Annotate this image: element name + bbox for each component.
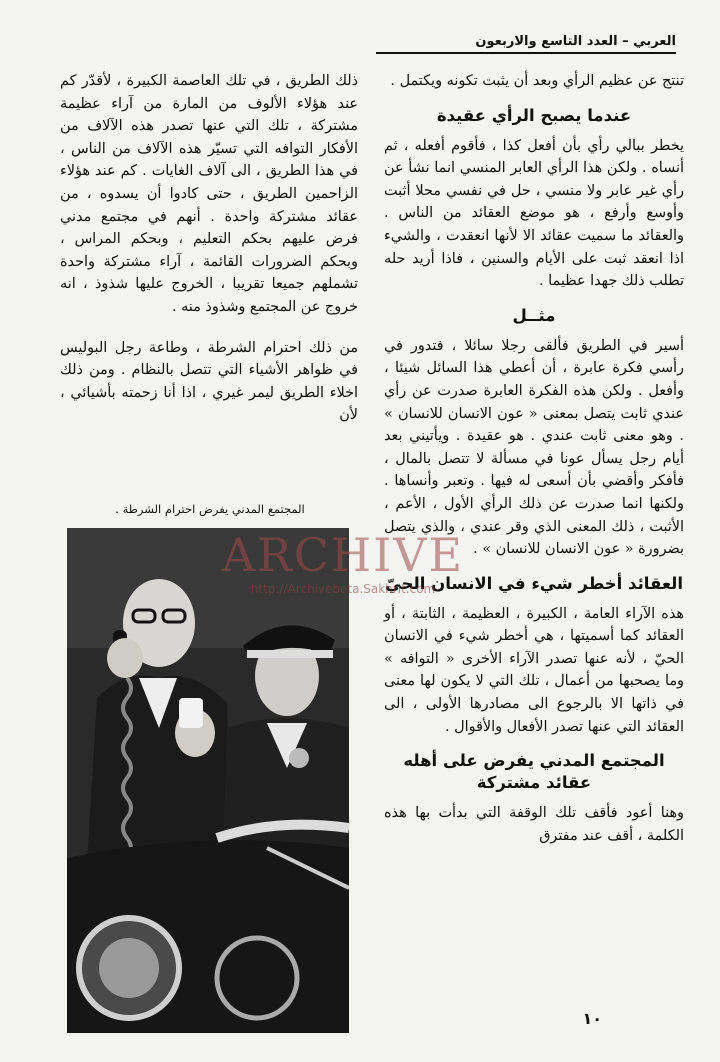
police-officer-photo [67,528,349,1033]
running-header: العربي – العدد التاسع والاربعون [376,34,676,54]
watermark-url: http://Archivebeta.Sakhrit.com [250,582,436,596]
section-paragraph-example: أسير في الطريق فألقى رجلا سائلا ، فتدور في رأسي فكرة عابرة ، أن أعطي هذا السائل شيئا ، وأفعل . ولكن هذه الفكرة العابرة صدرت عن رأي عندي ثابت يتصل بمعنى « عون الانسان للانسان » . وهو معنى ثابت عندي . هو عقيدة . ويأتيني بعد أيام رجل يسأل عونا في مسألة لا تتصل بالمال ، فأفكر وأقضي بأن أسعى له فيها . وتعبر وأنساها . ولكنها انما صدرت عن ذلك الرأي الأول ، الأعم ، الأثبت ، ذلك المعنى الذي وقر عندي ، والذي يتصل بضرورة « عون الانسان للانسان » . [384,337,684,558]
intro-paragraph: تنتج عن عظيم الرأي وبعد أن يثبت تكونه ويكتمل . [390,73,684,89]
section-heading-belief: عندما يصبح الرأي عقيدة [436,105,632,125]
photo-illustration [67,528,349,1033]
section-heading-dangerous: العقائد أخطر شيء في الانسان الحيّ [384,573,684,593]
section-heading-example: مثــل [512,305,556,325]
left-paragraph-1: ذلك الطريق ، في تلك العاصمة الكبيرة ، لأقدّر كم عند هؤلاء الألوف من المارة من آراء عظيمة مشتركة ، تلك التي عنها تصدر هذه الآلاف من الأفكار التوافه التي تسيّر هذه الآلاف من الناس ، في هذا الطريق ، الى آلاف الغايات . كم عند هؤلاء الزاحمين الطريق ، حتى كادوا أن يسدوه ، من عقائد مشتركة واحدة . أنهم في مجتمع مدني فرض عليهم بحكم التعليم ، وبحكم المراس ، وبحكم الضرورات القائمة ، آراء مشتركة واحدة تشملهم جميعا تقريبا ، الخروج عليها شذوذ ، انه خروج عن المجتمع وشذوذ منه . [60,73,358,315]
section-paragraph-dangerous: هذه الآراء العامة ، الكبيرة ، العظيمة ، الثابتة ، أو العقائد كما أسميتها ، هي أخطر شيء في الانسان الحيّ ، لأنه عنها تصدر الآراء الأخرى « التوافه » وما يصحبها من أعمال ، تلك التي لا يكون لها معنى في ذاتها الا بالرجوع الى مصادرها الأولى ، الى العقائد التي عنها تصدر الأفعال والأقوال . [384,605,684,735]
section-heading-civil-society: المجتمع المدني يفرض على أهله عقائد مشتركة [403,751,665,793]
right-column [384,70,684,853]
section-paragraph-belief: يخطر ببالي رأي بأن أفعل كذا ، فأقوم أفعله ، ثم أنساه . ولكن هذا الرأي العابر المنسي انما نشأ عن رأي غير عابر ولا منسي ، حل في نفسي محلا أثبت وأوسع وأرفع ، هو موضع العقائد من الناس . والعقائد ما سميت عقائد الا لأنها انعقدت ، والشيء اذا انعقد ثبت على الأيام والسنين ، فاذا أريد حله تطلب ذلك جهدا عظيما . [384,137,684,290]
left-paragraph-2: من ذلك احترام الشرطة ، وطاعة رجل البوليس في ظواهر الأشياء التي تتصل بالنظام . ومن ذلك اخلاء الطريق ليمر غيري ، اذا أنا زحمته بأشيائي ، لأن [60,339,358,424]
left-column [60,70,358,433]
watermark-title: ARCHIVE [221,528,465,582]
photo-caption: المجتمع المدني يفرض احترام الشرطة . [115,502,305,516]
section-paragraph-civil-society: وهنا أعود فأقف تلك الوقفة التي بدأت بها هذه الكلمة ، أقف عند مفترق [384,805,684,844]
paragraph-gap [60,325,358,337]
page-number: ١٠ [582,1009,602,1028]
